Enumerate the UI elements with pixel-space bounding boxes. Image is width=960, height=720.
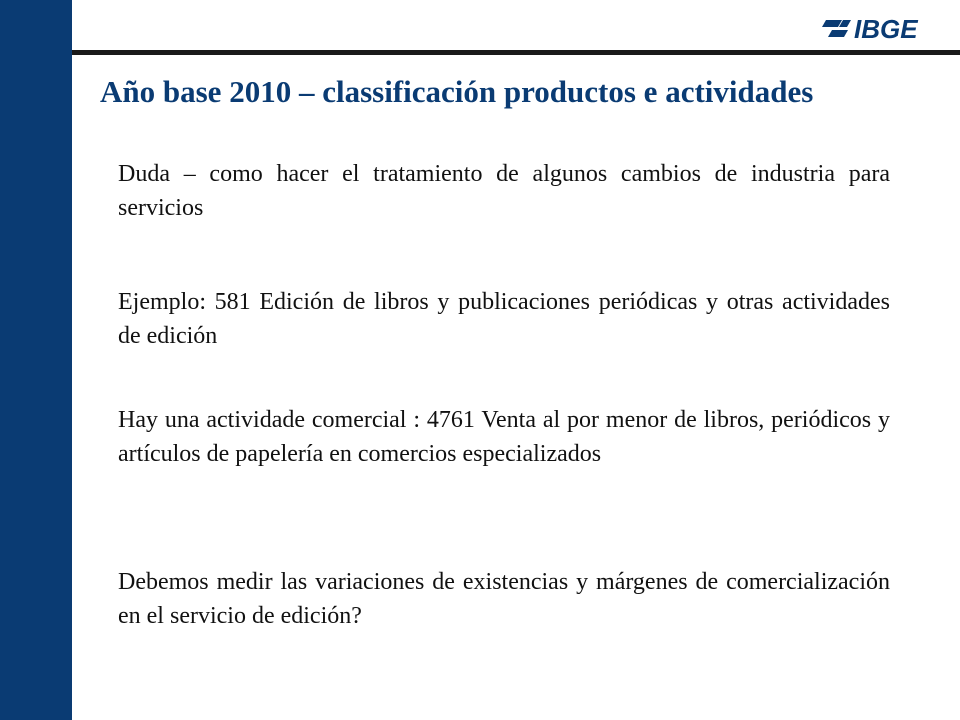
- logo-text: IBGE: [854, 14, 918, 44]
- header-rule: [72, 50, 960, 55]
- paragraph-commercial-activity: Hay una actividade comercial : 4761 Venta al por menor de libros, periódicos y artículos de papelería en comercios especializados: [118, 407, 890, 467]
- slide-title: Año base 2010 – classificación productos e actividades: [100, 74, 814, 109]
- paragraph-measure-question: Debemos medir las variaciones de existencias y márgenes de comercialización en el servicio de edición?: [118, 569, 890, 629]
- ibge-emblem-icon: [822, 18, 852, 40]
- left-accent-bar: [0, 0, 72, 720]
- paragraph-example: Ejemplo: 581 Edición de libros y publicaciones periódicas y otras actividades de edición: [118, 289, 890, 349]
- paragraph-question: Duda – como hacer el tratamiento de algunos cambios de industria para servicios: [118, 161, 890, 221]
- ibge-logo: [822, 14, 940, 44]
